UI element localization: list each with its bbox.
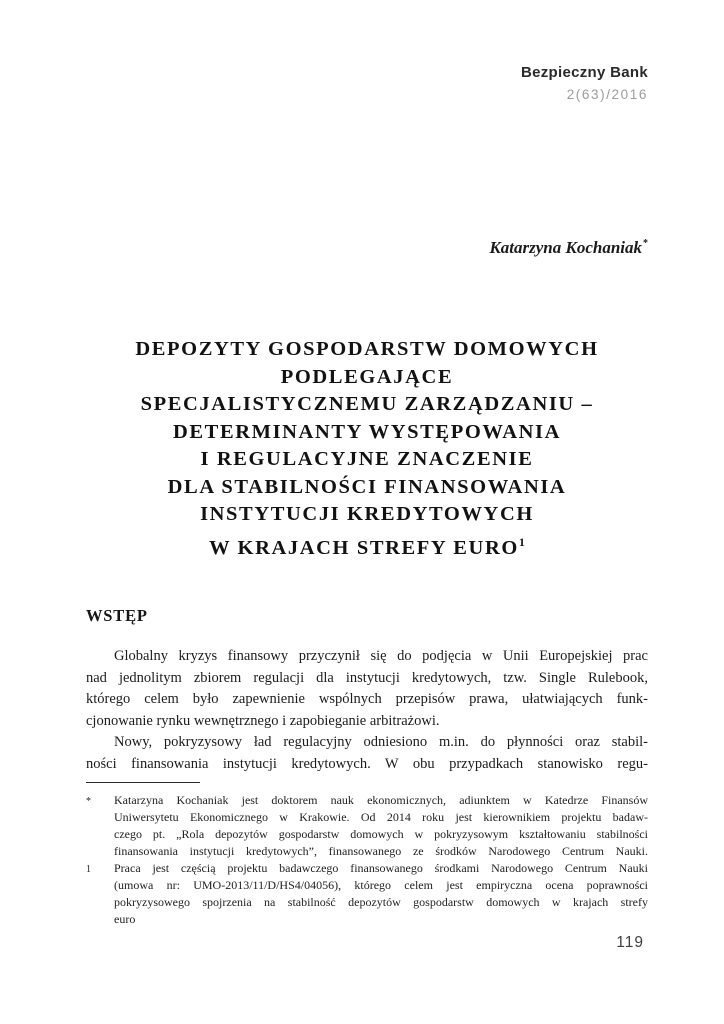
footnote-line: euro	[114, 912, 136, 926]
footnote-author	[86, 792, 648, 860]
footnote-text	[114, 792, 648, 860]
title-footnote-marker: 1	[518, 534, 525, 549]
author-name: Katarzyna Kochaniak	[489, 238, 642, 257]
title-line: W KRAJACH STREFY EURO$^1$	[209, 534, 525, 559]
footnote-line: pokryzysowego spojrzenia na stabilność depozytów gospodarstw domowych w krajach strefy	[114, 895, 648, 909]
paragraph	[86, 646, 648, 732]
footnotes	[86, 792, 648, 928]
text-line: cjonowanie rynku wewnętrznego i zapobieganie arbitrażowi.	[86, 712, 440, 729]
title-line: INSTYTUCJI KREDYTOWYCH	[200, 503, 534, 525]
footnote-line: Uniwersytetu Ekonomicznego w Krakowie. Od 2014 roku jest kierownikiem projektu badaw-	[114, 810, 648, 824]
text-line: którego celem było zapewnienie wspólnych przepisów prawa, ułatwiających funk-	[86, 691, 648, 707]
author-footnote-marker: *	[643, 238, 648, 249]
text-line: Nowy, pokryzysowy ład regulacyjny odniesiono m.in. do płynności oraz stabil-	[114, 734, 648, 750]
section-heading: WSTĘP	[86, 606, 148, 625]
article-title	[86, 336, 648, 562]
footnote-line: czego pt. „Rola depozytów gospodarstw domowych w pokryzysowym kształtowaniu stabilności	[114, 827, 648, 841]
footnote-text	[114, 860, 648, 928]
footnote-marker: *	[86, 796, 91, 807]
footnote-line: finansowania instytucji kredytowych”, finansowanego ze środków Narodowego Centrum Nauki.	[114, 844, 648, 858]
footnote-marker: 1	[86, 864, 91, 875]
body-text	[86, 646, 648, 775]
footnote-separator-rule	[86, 782, 200, 783]
footnote-line: (umowa nr: UMO-2013/11/D/HS4/04056), którego celem jest empiryczna ocena poprawności	[114, 878, 648, 892]
title-line: PODLEGAJĄCE	[280, 365, 454, 388]
journal-name: Bezpieczny Bank	[520, 64, 648, 81]
text-line: Globalny kryzys finansowy przyczynił się do podjęcia w Unii Europejskiej prac	[114, 648, 648, 664]
paragraph	[86, 732, 648, 775]
title-line: SPECJALISTYCZNEMU ZARZĄDZANIU –	[140, 393, 594, 415]
title-line: DEPOZYTY GOSPODARSTW DOMOWYCH	[135, 338, 599, 360]
author-line	[489, 238, 648, 258]
masthead	[521, 64, 648, 102]
footnote-line: Katarzyna Kochaniak jest doktorem nauk ekonomicznych, adiunktem w Katedrze Finansów	[114, 793, 648, 807]
page-number: 119	[616, 934, 644, 951]
journal-issue: 2(63)/2016	[566, 87, 648, 102]
footnote-line: Praca jest częścią projektu badawczego finansowanego środkami Narodowego Centrum Nauki	[114, 861, 648, 875]
title-line: DLA STABILNOŚCI FINANSOWANIA	[167, 475, 567, 498]
text-line: nad jednolitym zbiorem regulacji dla instytucji kredytowych, tzw. Single Rulebook,	[86, 669, 648, 686]
title-line: I REGULACYJNE ZNACZENIE	[200, 448, 534, 470]
footnote-1	[86, 860, 648, 928]
title-line: DETERMINANTY WYSTĘPOWANIA	[173, 420, 561, 443]
text-line: ności finansowania instytucji kredytowych. W obu przypadkach stanowisko regu-	[86, 755, 648, 772]
